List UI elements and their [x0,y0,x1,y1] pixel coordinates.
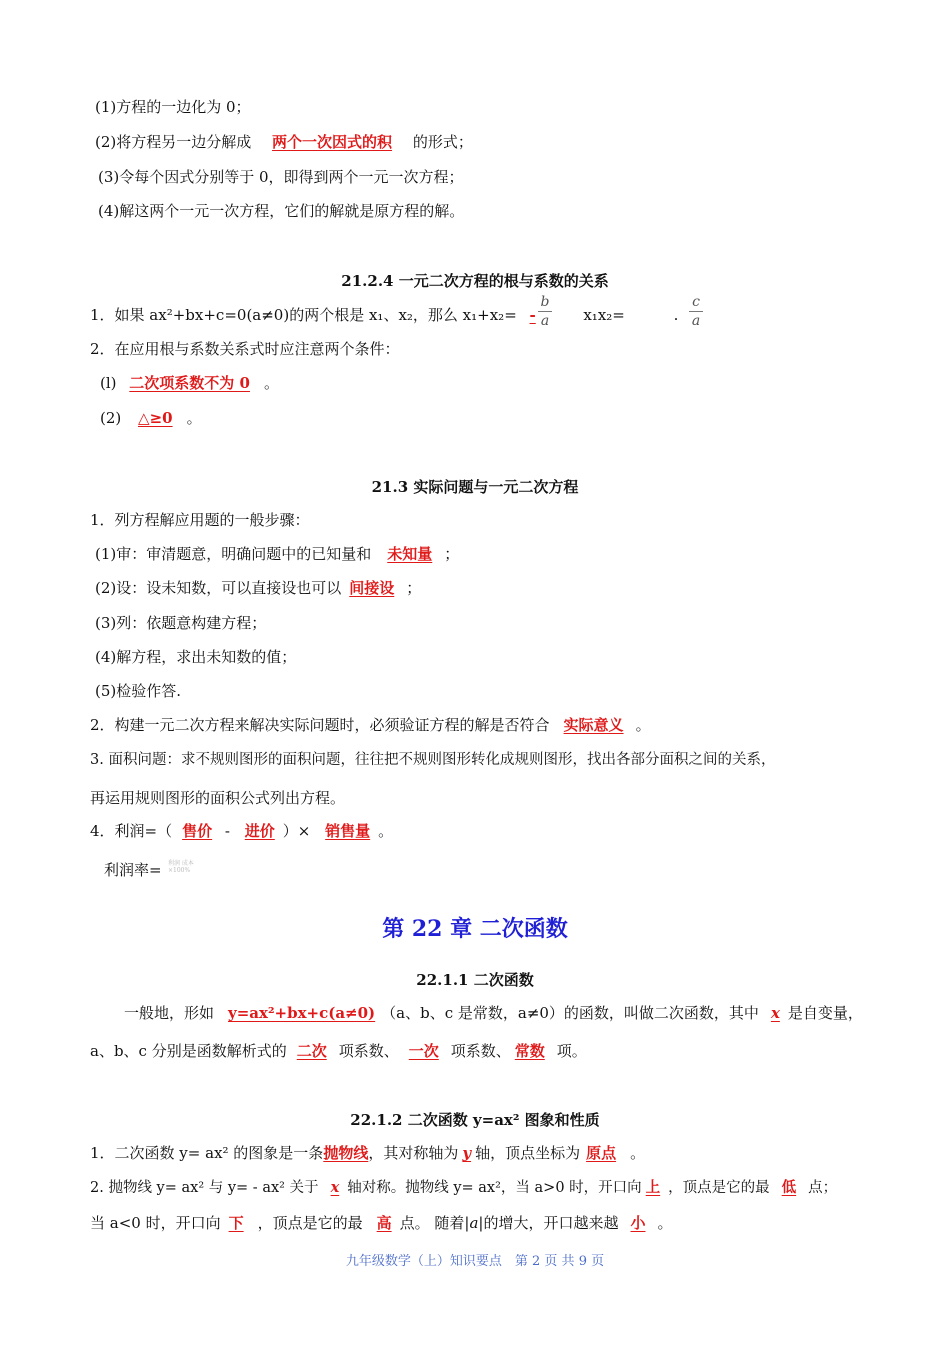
answer-blank: △≥0 [138,409,173,427]
answer-blank: y [462,1144,472,1162]
answer-blank [630,306,662,324]
section-heading-21-3: 21.3 实际问题与一元二次方程 [371,478,579,496]
answer-blank: 原点 [586,1144,617,1162]
vieta-item-1: 1．如果 ax²+bx+c=0(a≠0)的两个根是 x₁、x₂，那么 x₁+x₂= - x₁x₂= . [90,306,679,324]
fraction-b-over-a: b a [538,294,552,329]
answer-blank: 一次 [408,1042,439,1060]
step-3: (3)令每个因式分别等于 0，即得到两个一元一次方程； [98,168,464,186]
verify-item: 2．构建一元二次方程来解决实际问题时，必须验证方程的解是否符合 实际意义 。 [90,716,651,734]
chapter-title: 第 22 章 二次函数 [382,916,568,942]
vieta-item-2: 2．在应用根与系数关系式时应注意两个条件： [90,340,400,358]
condition-2: (2) △≥0 。 [100,409,202,427]
step-check: (5)检验作答. [95,682,182,700]
condition-1: (l) 二次项系数不为 0 。 [100,374,279,392]
step-solve: (4)解方程，求出未知数的值； [95,648,297,666]
answer-blank: 下 [228,1214,244,1232]
profit-rate-faint-formula: 利润 成本 ×100% [168,860,194,874]
answer-blank: y=ax²+bx+c(a≠0) [228,1004,376,1022]
answer-blank: 上 [645,1179,661,1196]
area-problem-line-2: 再运用规则图形的面积公式列出方程。 [90,789,346,807]
answer-blank: 常数 [514,1042,545,1060]
answer-blank: 实际意义 [563,716,624,734]
fraction-c-over-a: c a [689,294,703,329]
profit-formula: 4．利润=（ 售价 - 进价 ）× 销售量 。 [90,822,394,840]
step-4: (4)解这两个一元一次方程，它们的解就是原方程的解。 [98,202,465,220]
answer-blank: 售价 [182,822,213,840]
answer-blank: 抛物线 [323,1144,369,1162]
step-examine: (1)审：审清题意，明确问题中的已知量和 未知量 ； [95,545,460,563]
answer-blank: 二次项系数不为 0 [129,374,250,392]
graph-property-1: 1．二次函数 y= ax² 的图象是一条抛物线，其对称轴为 y 轴，顶点坐标为 原点 。 [90,1144,646,1162]
graph-property-3: 当 a<0 时，开口向 下 ，顶点是它的最 高 点。 随着|a|的增大，开口越来越 小 。 [90,1214,673,1232]
abs-a: |a| [464,1214,484,1232]
page-footer: 九年级数学（上）知识要点 第 2 页 共 9 页 [345,1254,605,1269]
answer-blank: 销售量 [325,822,371,840]
answer-blank: x [770,1004,780,1022]
step-1: (1)方程的一边化为 0； [95,98,251,116]
answer-blank: 二次 [296,1042,327,1060]
section-heading-21-2-4: 21.2.4 一元二次方程的根与系数的关系 [341,272,609,290]
answer-blank: 未知量 [387,545,433,563]
step-set: (2)设：设未知数，可以直接设也可以 间接设 ； [95,579,422,597]
definition-line-1: 一般地，形如 y=ax²+bx+c(a≠0) （a、b、c 是常数，a≠0）的函数，叫做二次函数，其中 x 是自变量， [124,1004,863,1022]
step-list: (3)列：依题意构建方程； [95,614,267,632]
answer-blank: 小 [630,1214,646,1232]
area-problem-line-1: 3. 面积问题：求不规则图形的面积问题，往往把不规则图形转化成规则图形，找出各部分面积之间的关系， [90,752,776,768]
answer-blank: 进价 [244,822,275,840]
graph-property-2: 2. 抛物线 y= ax² 与 y= - ax² 关于 x 轴对称。抛物线 y= ax²，当 a>0 时，开口向 上 ，顶点是它的最 低 点； [90,1179,838,1196]
profit-rate-label: 利润率= [104,861,162,879]
section-heading-22-1-2: 22.1.2 二次函数 y=ax² 图象和性质 [350,1111,600,1129]
answer-blank: 两个一次因式的积 [272,133,393,151]
answer-blank: - [529,306,536,324]
step-2: (2)将方程另一边分解成 两个一次因式的积 的形式； [95,133,473,151]
answer-blank: x [330,1179,340,1196]
steps-intro: 1．列方程解应用题的一般步骤： [90,511,310,529]
definition-line-2: a、b、c 分别是函数解析式的 二次 项系数、 一次 项系数、 常数 项。 [90,1042,587,1060]
answer-blank: 低 [781,1179,797,1196]
answer-blank: 间接设 [349,579,395,597]
answer-blank: 高 [376,1214,392,1232]
section-heading-22-1-1: 22.1.1 二次函数 [416,971,534,989]
